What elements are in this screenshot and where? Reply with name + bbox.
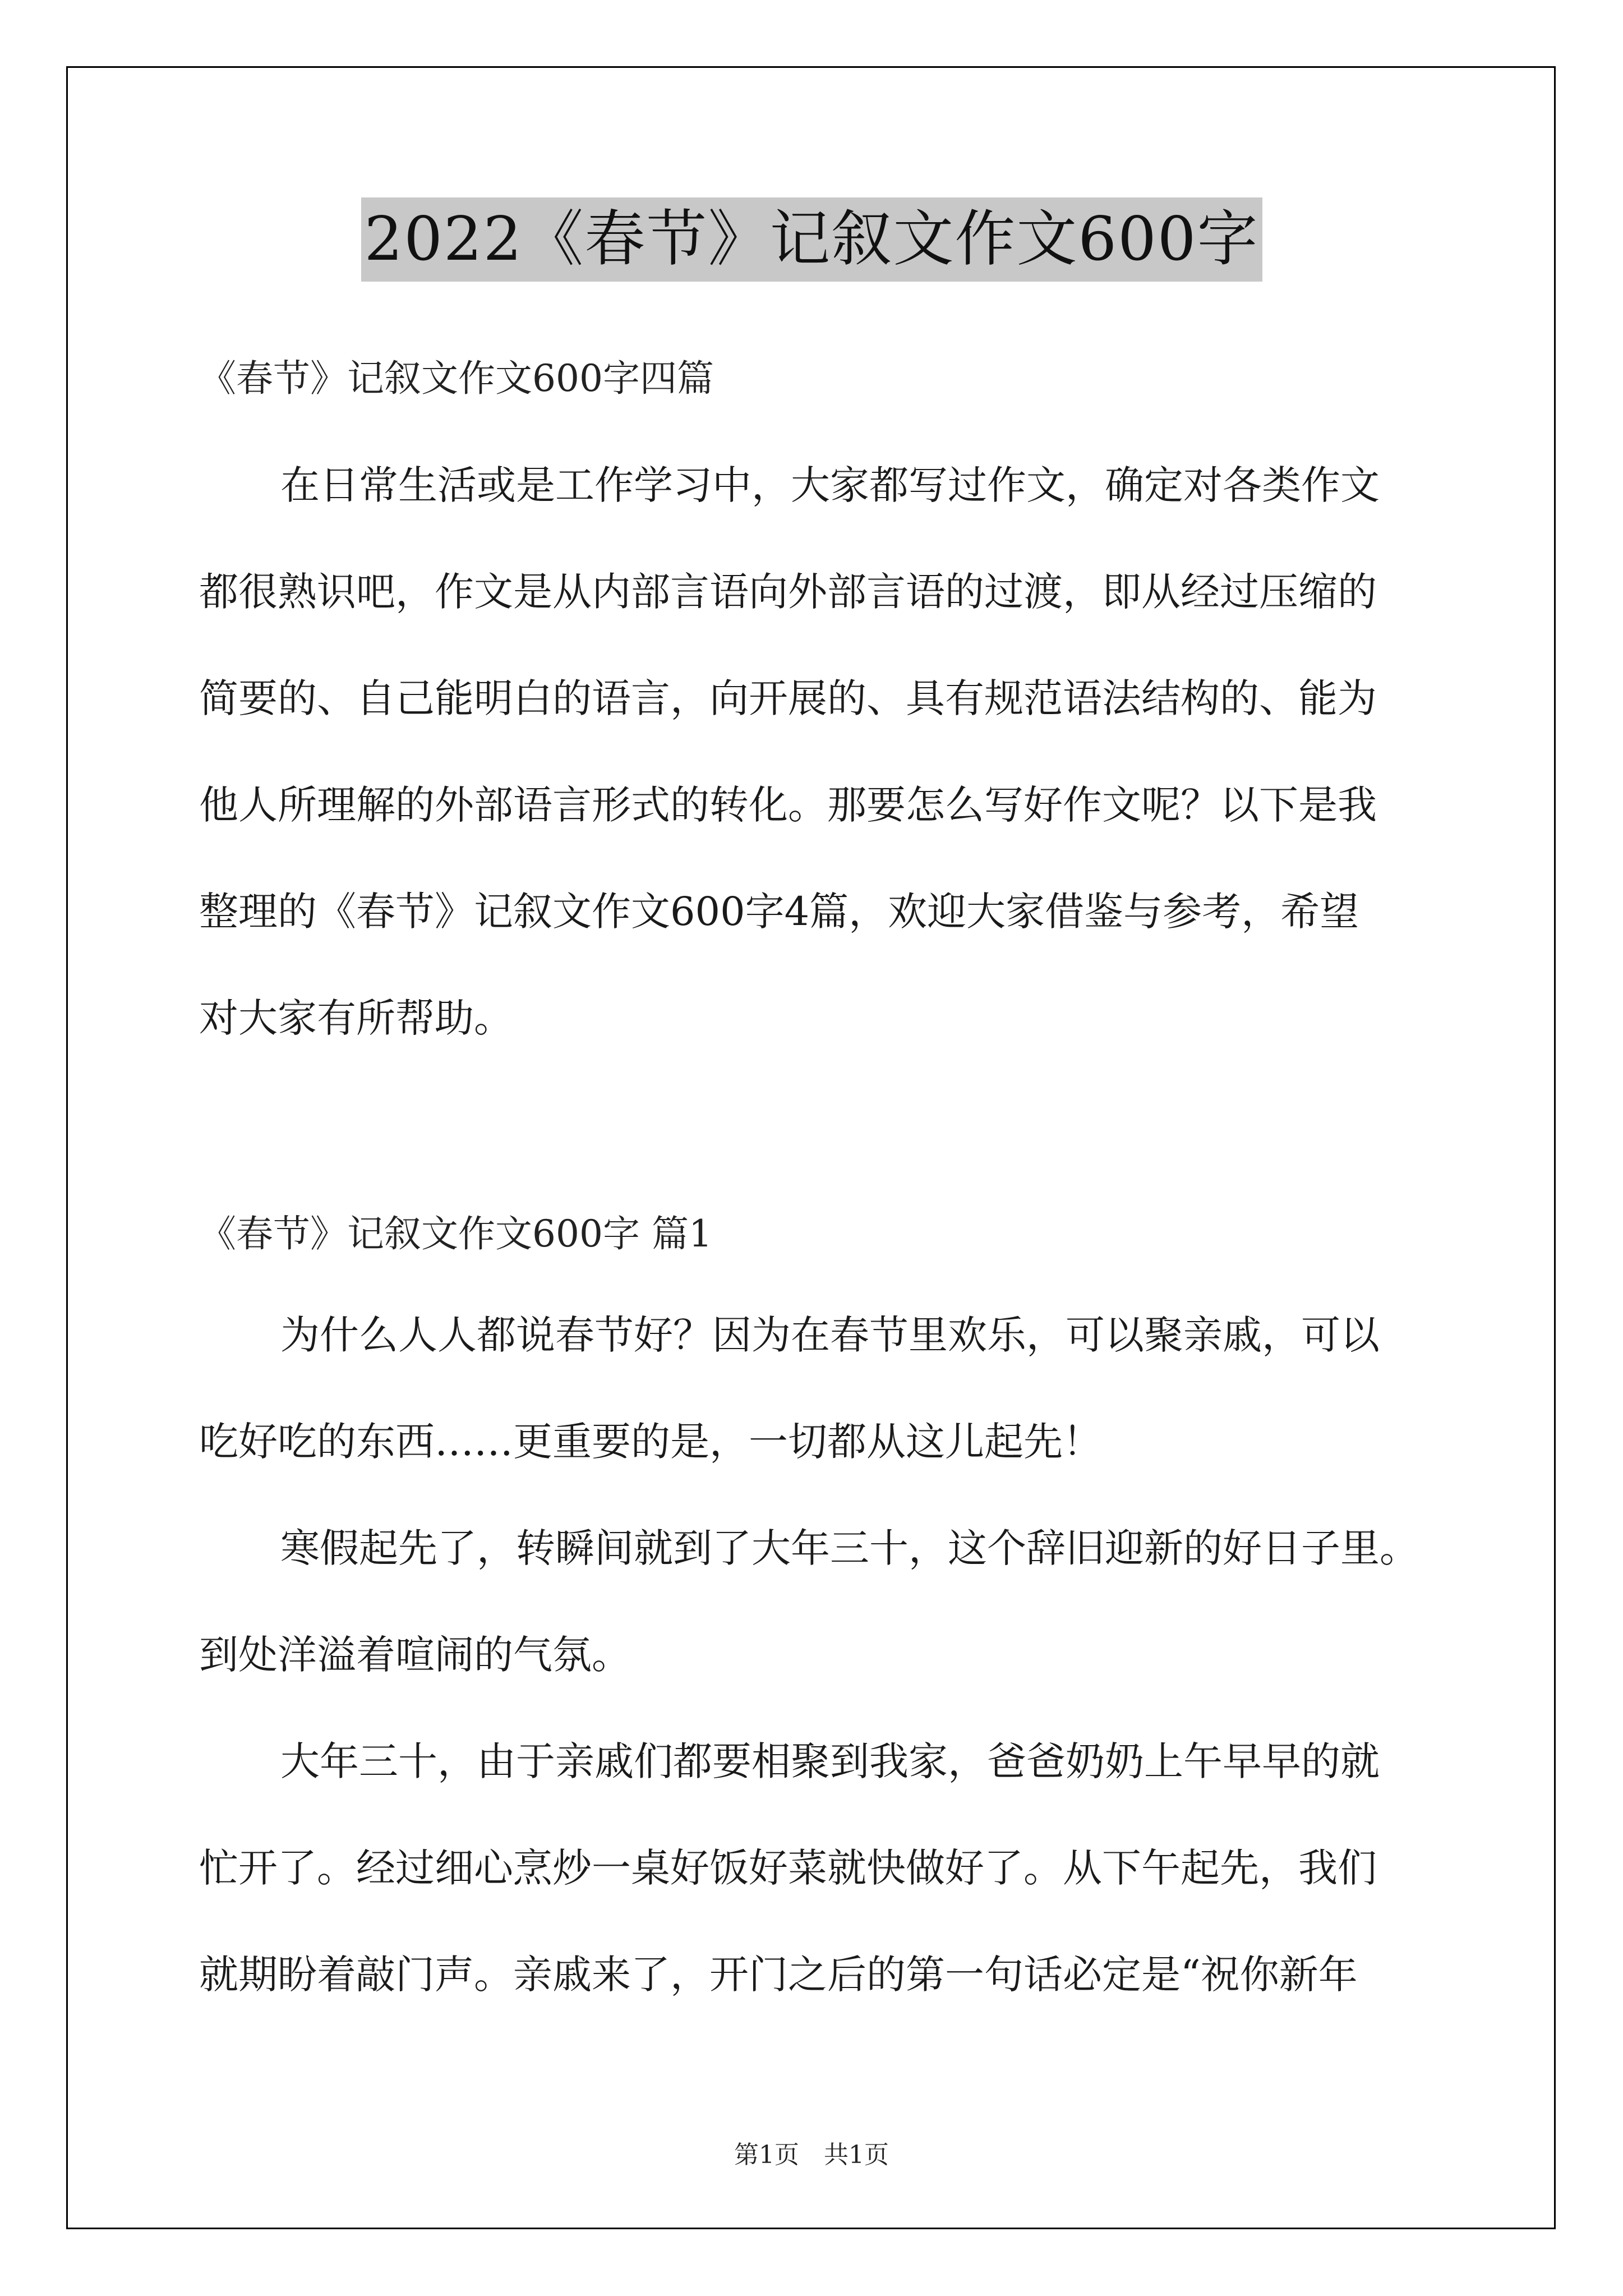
text-line: 对大家有所帮助。	[199, 995, 513, 1041]
section-heading: 《春节》记叙文作文600字 篇1	[199, 1212, 712, 1255]
text-line: 他人所理解的外部语言形式的转化。那要怎么写好作文呢？以下是我	[199, 782, 1377, 828]
document-title: 2022《春节》记叙文作文600字	[361, 197, 1262, 282]
text-line: 寒假起先了，转瞬间就到了大年三十，这个辞旧迎新的好日子里。	[280, 1525, 1419, 1571]
text-line: 到处洋溢着喧闹的气氛。	[199, 1632, 631, 1678]
page-footer: 第1页 共1页	[734, 2141, 889, 2169]
text-line: 在日常生活或是工作学习中，大家都写过作文，确定对各类作文	[280, 462, 1380, 508]
title-container	[0, 197, 1623, 282]
text-line: 大年三十，由于亲戚们都要相聚到我家，爸爸奶奶上午早早的就	[280, 1738, 1380, 1784]
intro-paragraph	[199, 460, 1433, 1099]
text-line: 为什么人人都说春节好？因为在春节里欢乐，可以聚亲戚，可以	[280, 1312, 1380, 1358]
text-line: 都很熟识吧，作文是从内部言语向外部言语的过渡，即从经过压缩的	[199, 569, 1377, 615]
section1-body	[199, 1310, 1433, 2056]
text-line: 简要的、自己能明白的语言，向开展的、具有规范语法结构的、能为	[199, 675, 1377, 721]
intro-heading: 《春节》记叙文作文600字四篇	[199, 357, 714, 400]
text-line: 吃好吃的东西……更重要的是，一切都从这儿起先！	[199, 1419, 1102, 1465]
text-line: 忙开了。经过细心烹炒一桌好饭好菜就快做好了。从下午起先，我们	[199, 1845, 1377, 1891]
text-line: 整理的《春节》记叙文作文600字4篇，欢迎大家借鉴与参考，希望	[199, 889, 1359, 935]
text-line: 就期盼着敲门声。亲戚来了，开门之后的第一句话必定是“祝你新年	[199, 1952, 1358, 1998]
